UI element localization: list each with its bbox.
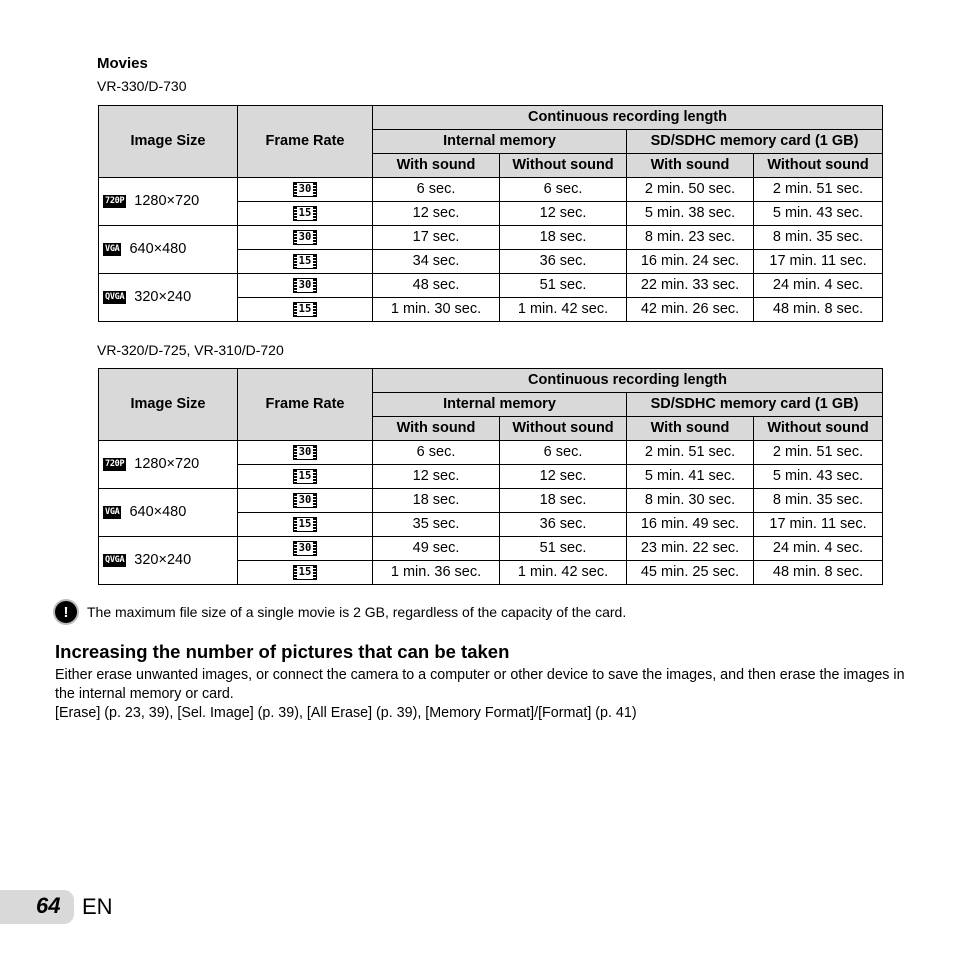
image-size-cell: [99, 274, 238, 322]
frame-rate-cell: [238, 178, 373, 202]
header-without-sound: Without sound: [500, 154, 627, 178]
recording-length-cell: 42 min. 26 sec.: [627, 298, 754, 322]
frame-rate-cell: [238, 441, 373, 465]
table-row: [99, 226, 883, 250]
frame-rate-icon: 15: [293, 517, 318, 532]
image-size-cell: [99, 178, 238, 226]
recording-length-cell: 6 sec.: [373, 178, 500, 202]
table-row: [99, 441, 883, 465]
frame-rate-cell: [238, 298, 373, 322]
recording-length-cell: 6 sec.: [500, 178, 627, 202]
page-language: EN: [82, 894, 113, 919]
frame-rate-cell: [238, 513, 373, 537]
section-paragraph: Either erase unwanted images, or connect the camera to a computer or other device to save the images, and then erase the images in the internal memory or card.: [55, 667, 905, 702]
recording-length-cell: 24 min. 4 sec.: [754, 537, 883, 561]
header-with-sound: With sound: [627, 417, 754, 441]
image-size-icon: QVGA: [105, 292, 125, 303]
recording-length-cell: 6 sec.: [500, 441, 627, 465]
recording-length-cell: 35 sec.: [373, 513, 500, 537]
recording-length-cell: 12 sec.: [373, 202, 500, 226]
frame-rate-cell: [238, 202, 373, 226]
header-with-sound: With sound: [373, 154, 500, 178]
header-internal-memory: Internal memory: [373, 393, 627, 417]
table-row: [99, 489, 883, 513]
recording-length-cell: 48 min. 8 sec.: [754, 561, 883, 585]
recording-length-cell: 23 min. 22 sec.: [627, 537, 754, 561]
recording-length-cell: 24 min. 4 sec.: [754, 274, 883, 298]
recording-length-cell: 18 sec.: [500, 489, 627, 513]
recording-length-cell: 18 sec.: [500, 226, 627, 250]
recording-table-1: [98, 105, 883, 322]
image-size-value: 640×480: [129, 504, 187, 521]
image-size-cell: [99, 441, 238, 489]
image-size-icon: QVGA: [105, 555, 125, 566]
recording-length-cell: 6 sec.: [373, 441, 500, 465]
frame-rate-icon: 30: [293, 541, 318, 556]
recording-length-cell: 36 sec.: [500, 513, 627, 537]
frame-rate-cell: [238, 465, 373, 489]
frame-rate-icon: 15: [293, 469, 318, 484]
header-continuous: Continuous recording length: [373, 106, 883, 130]
note-text: The maximum file size of a single movie is 2 GB, regardless of the capacity of the card.: [87, 604, 627, 620]
frame-rate-cell: [238, 489, 373, 513]
recording-length-cell: 2 min. 51 sec.: [754, 178, 883, 202]
frame-rate-cell: [238, 537, 373, 561]
page-number: 64: [36, 893, 61, 918]
recording-length-cell: 2 min. 51 sec.: [754, 441, 883, 465]
header-image-size: Image Size: [99, 369, 238, 441]
frame-rate-icon: 15: [293, 206, 318, 221]
header-frame-rate: Frame Rate: [238, 369, 373, 441]
image-size-cell: [99, 537, 238, 585]
frame-rate-icon: 30: [293, 278, 318, 293]
image-size-icon: 720P: [105, 196, 125, 207]
frame-rate-icon: 30: [293, 493, 318, 508]
header-without-sound: Without sound: [500, 417, 627, 441]
header-frame-rate: Frame Rate: [238, 106, 373, 178]
image-size-value: 1280×720: [134, 193, 200, 210]
caution-icon: !: [55, 601, 77, 623]
recording-length-cell: 48 sec.: [373, 274, 500, 298]
recording-length-cell: 22 min. 33 sec.: [627, 274, 754, 298]
header-with-sound: With sound: [627, 154, 754, 178]
frame-rate-cell: [238, 561, 373, 585]
recording-length-cell: 12 sec.: [500, 202, 627, 226]
frame-rate-icon: 15: [293, 565, 318, 580]
section-body: [55, 666, 905, 723]
note: [55, 601, 626, 623]
recording-length-cell: 8 min. 30 sec.: [627, 489, 754, 513]
header-image-size: Image Size: [99, 106, 238, 178]
image-size-cell: [99, 226, 238, 274]
movies-heading: Movies: [97, 55, 148, 72]
frame-rate-icon: 30: [293, 230, 318, 245]
recording-length-cell: 17 min. 11 sec.: [754, 513, 883, 537]
recording-table-2: [98, 368, 883, 585]
recording-length-cell: 36 sec.: [500, 250, 627, 274]
recording-length-cell: 18 sec.: [373, 489, 500, 513]
header-internal-memory: Internal memory: [373, 130, 627, 154]
recording-length-cell: 5 min. 43 sec.: [754, 202, 883, 226]
recording-length-cell: 1 min. 42 sec.: [500, 298, 627, 322]
header-card: SD/SDHC memory card (1 GB): [627, 130, 883, 154]
model-label-2: VR-320/D-725, VR-310/D-720: [97, 342, 284, 358]
recording-length-cell: 1 min. 42 sec.: [500, 561, 627, 585]
recording-length-cell: 1 min. 36 sec.: [373, 561, 500, 585]
recording-length-cell: 12 sec.: [500, 465, 627, 489]
image-size-value: 320×240: [134, 552, 192, 569]
recording-length-cell: 16 min. 49 sec.: [627, 513, 754, 537]
frame-rate-cell: [238, 250, 373, 274]
recording-length-cell: 17 sec.: [373, 226, 500, 250]
table-row: [99, 178, 883, 202]
image-size-icon: VGA: [105, 507, 120, 518]
recording-length-cell: 8 min. 23 sec.: [627, 226, 754, 250]
header-with-sound: With sound: [373, 417, 500, 441]
image-size-value: 320×240: [134, 289, 192, 306]
recording-length-cell: 1 min. 30 sec.: [373, 298, 500, 322]
recording-length-cell: 8 min. 35 sec.: [754, 226, 883, 250]
header-without-sound: Without sound: [754, 154, 883, 178]
image-size-icon: VGA: [105, 244, 120, 255]
frame-rate-cell: [238, 226, 373, 250]
recording-length-cell: 16 min. 24 sec.: [627, 250, 754, 274]
frame-rate-icon: 30: [293, 445, 318, 460]
frame-rate-icon: 15: [293, 302, 318, 317]
recording-length-cell: 12 sec.: [373, 465, 500, 489]
recording-length-cell: 49 sec.: [373, 537, 500, 561]
recording-length-cell: 17 min. 11 sec.: [754, 250, 883, 274]
recording-length-cell: 5 min. 41 sec.: [627, 465, 754, 489]
section-references: [Erase] (p. 23, 39), [Sel. Image] (p. 39), [All Erase] (p. 39), [Memory Format]/[Format] (p. 41): [55, 705, 637, 721]
recording-length-cell: 48 min. 8 sec.: [754, 298, 883, 322]
image-size-cell: [99, 489, 238, 537]
table-row: [99, 274, 883, 298]
frame-rate-cell: [238, 274, 373, 298]
recording-length-cell: 51 sec.: [500, 274, 627, 298]
section-title: Increasing the number of pictures that can be taken: [55, 641, 510, 662]
frame-rate-icon: 15: [293, 254, 318, 269]
recording-length-cell: 34 sec.: [373, 250, 500, 274]
table-row: [99, 537, 883, 561]
image-size-value: 1280×720: [134, 456, 200, 473]
header-card: SD/SDHC memory card (1 GB): [627, 393, 883, 417]
recording-length-cell: 8 min. 35 sec.: [754, 489, 883, 513]
recording-length-cell: 5 min. 38 sec.: [627, 202, 754, 226]
recording-length-cell: 5 min. 43 sec.: [754, 465, 883, 489]
model-label-1: VR-330/D-730: [97, 78, 187, 94]
header-continuous: Continuous recording length: [373, 369, 883, 393]
frame-rate-icon: 30: [293, 182, 318, 197]
recording-length-cell: 45 min. 25 sec.: [627, 561, 754, 585]
image-size-value: 640×480: [129, 241, 187, 258]
recording-length-cell: 2 min. 51 sec.: [627, 441, 754, 465]
image-size-icon: 720P: [105, 459, 125, 470]
recording-length-cell: 51 sec.: [500, 537, 627, 561]
header-without-sound: Without sound: [754, 417, 883, 441]
recording-length-cell: 2 min. 50 sec.: [627, 178, 754, 202]
